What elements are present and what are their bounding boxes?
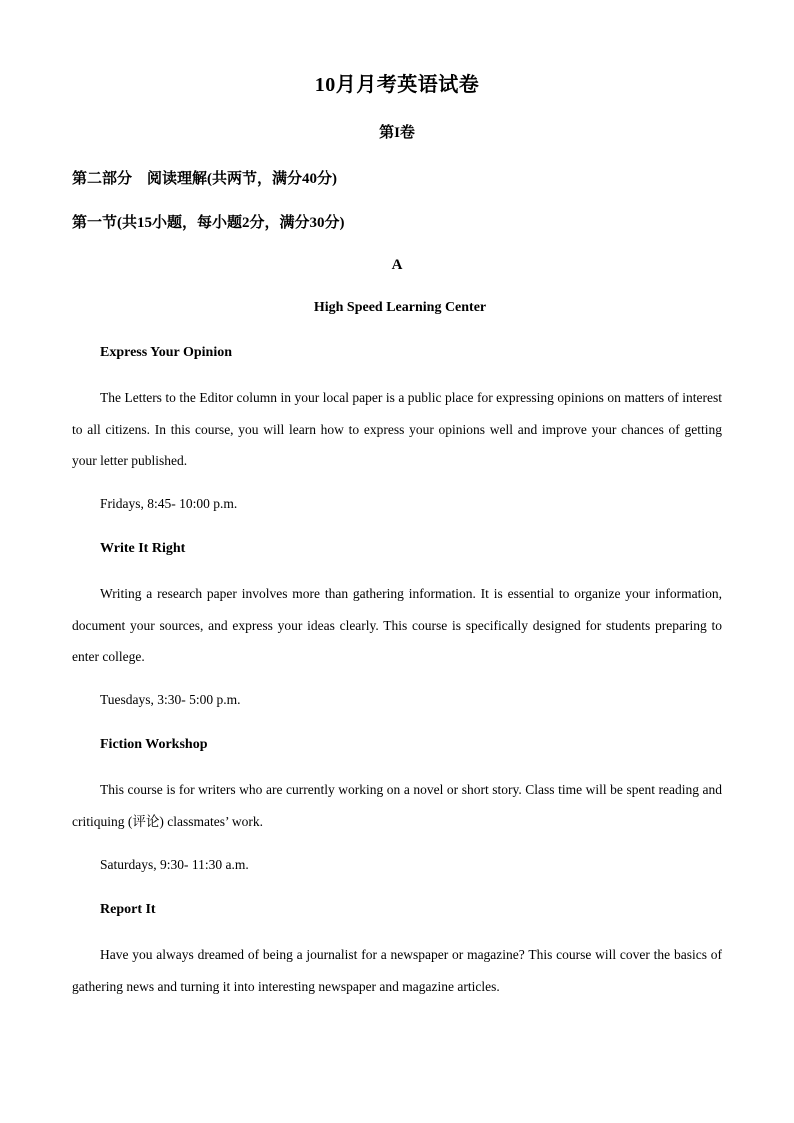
course-heading-report-it: Report It [100,902,156,917]
course-schedule-fiction-workshop: Saturdays, 9:30- 11:30 a.m. [100,857,249,872]
part-heading: 第二部分 阅读理解(共两节，满分40分) [72,171,337,187]
volume-label: 第I卷 [379,125,415,141]
course-heading-fiction-workshop: Fiction Workshop [100,737,208,752]
course-description-express-your-opinion: The Letters to the Editor column in your local paper is a public place for expressing opinions on matters of interest to all citizens. In this course, you will learn how to express your opinions well and improve your chances of getting your letter published. [72,390,722,468]
course-heading-write-it-right: Write It Right [100,541,186,556]
course-schedule-write-it-right: Tuesdays, 3:30- 5:00 p.m. [100,692,241,707]
course-description-report-it: Have you always dreamed of being a journalist for a newspaper or magazine? This course will cover the basics of gathering news and turning it into interesting newspaper and magazine articles. [72,947,722,994]
passage-letter: A [391,257,403,273]
course-description-write-it-right: Writing a research paper involves more than gathering information. It is essential to organize your information, document your sources, and express your ideas clearly. This course is specifically designed for students preparing to enter college. [72,586,722,664]
passage-title: High Speed Learning Center [313,300,487,315]
course-heading-express-your-opinion: Express Your Opinion [100,345,233,360]
course-description-fiction-workshop: This course is for writers who are currently working on a novel or short story. Class time will be spent reading and critiquing (评论) classmates’ work. [72,782,722,829]
course-schedule-express-your-opinion: Fridays, 8:45- 10:00 p.m. [100,496,238,511]
subsection-heading: 第一节(共15小题，每小题2分，满分30分) [72,215,345,231]
exam-title: 10月月考英语试卷 [314,74,480,96]
